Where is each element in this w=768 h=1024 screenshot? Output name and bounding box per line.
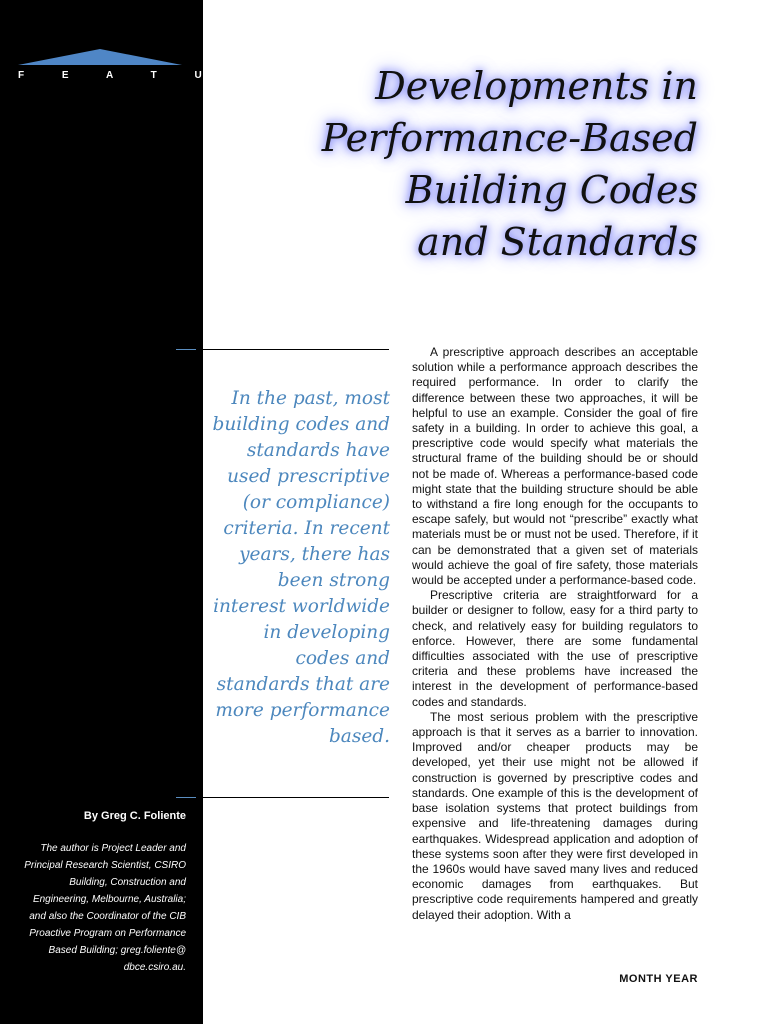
- roof-icon: [18, 48, 182, 66]
- body-paragraph: Prescriptive criteria are straightforward for a builder or designer to follow, easy for a third party to check, and relatively easy for building regulators to enforce. However, there are some fundamental difficulties associated with the use of prescriptive criteria and these problems have increased the interest in the development of performance-based codes and standards.: [412, 588, 698, 709]
- page-footer: MONTH YEAR: [619, 973, 698, 985]
- article-title: [248, 60, 698, 268]
- pull-quote-rule-accent: [176, 349, 196, 350]
- pull-quote-rule-bottom: [176, 797, 389, 798]
- byline: By Greg C. Foliente: [83, 810, 186, 822]
- article-body: [412, 345, 698, 923]
- pull-quote: In the past, most building codes and standards have used prescriptive (or compliance) criteria. In recent years, there has been strong interest worldwide in developing codes and standards that are more performance based.: [212, 388, 390, 747]
- title-line: Building Codes: [405, 168, 698, 212]
- title-line: Developments in: [375, 64, 698, 108]
- pull-quote-rule-accent: [176, 797, 196, 798]
- title-line: Performance-Based: [321, 116, 698, 160]
- author-bio: The author is Project Leader and Principal Research Scientist, CSIRO Building, Construction and Engineering, Melbourne, Australia; and also the Coordinator of the CIB Proactive Program on Performance Based Building; greg.foliente@ dbce.csiro.au.: [24, 843, 186, 973]
- pull-quote-rule-top: [176, 349, 389, 350]
- body-paragraph: A prescriptive approach describes an acceptable solution while a performance approach describes the required performance. In order to clarify the difference between these two approaches, it will be helpful to use an example. Consider the goal of fire safety in a building. In order to achieve this goal, a prescriptive code would specify what materials the structural frame of the building should be or should not be made of. Whereas a performance-based code might state that the building structure should be able to withstand a fire long enough for the occupants to escape safely, but would not “prescribe” exactly what materials must be or must not be used. Therefore, if it can be demonstrated that a given set of materials would achieve the goal of fire safety, those materials would be accepted under a performance-based code.: [412, 345, 698, 588]
- section-label: F E A T U R E: [18, 70, 309, 81]
- title-line: and Standards: [417, 220, 698, 264]
- body-paragraph: The most serious problem with the prescriptive approach is that it serves as a barrier to innovation. Improved and/or cheaper products may be developed, yet their use might not be allowed if construction is governed by prescriptive codes and standards. One example of this is the development of base isolation systems that protect buildings from expensive and life-threatening damages during earthquakes. Widespread application and adoption of these systems soon after they were first developed in the 1960s would have saved many lives and reduced economic damages from earthquakes. But prescriptive code requirements hampered and greatly delayed their adoption. With a: [412, 709, 698, 922]
